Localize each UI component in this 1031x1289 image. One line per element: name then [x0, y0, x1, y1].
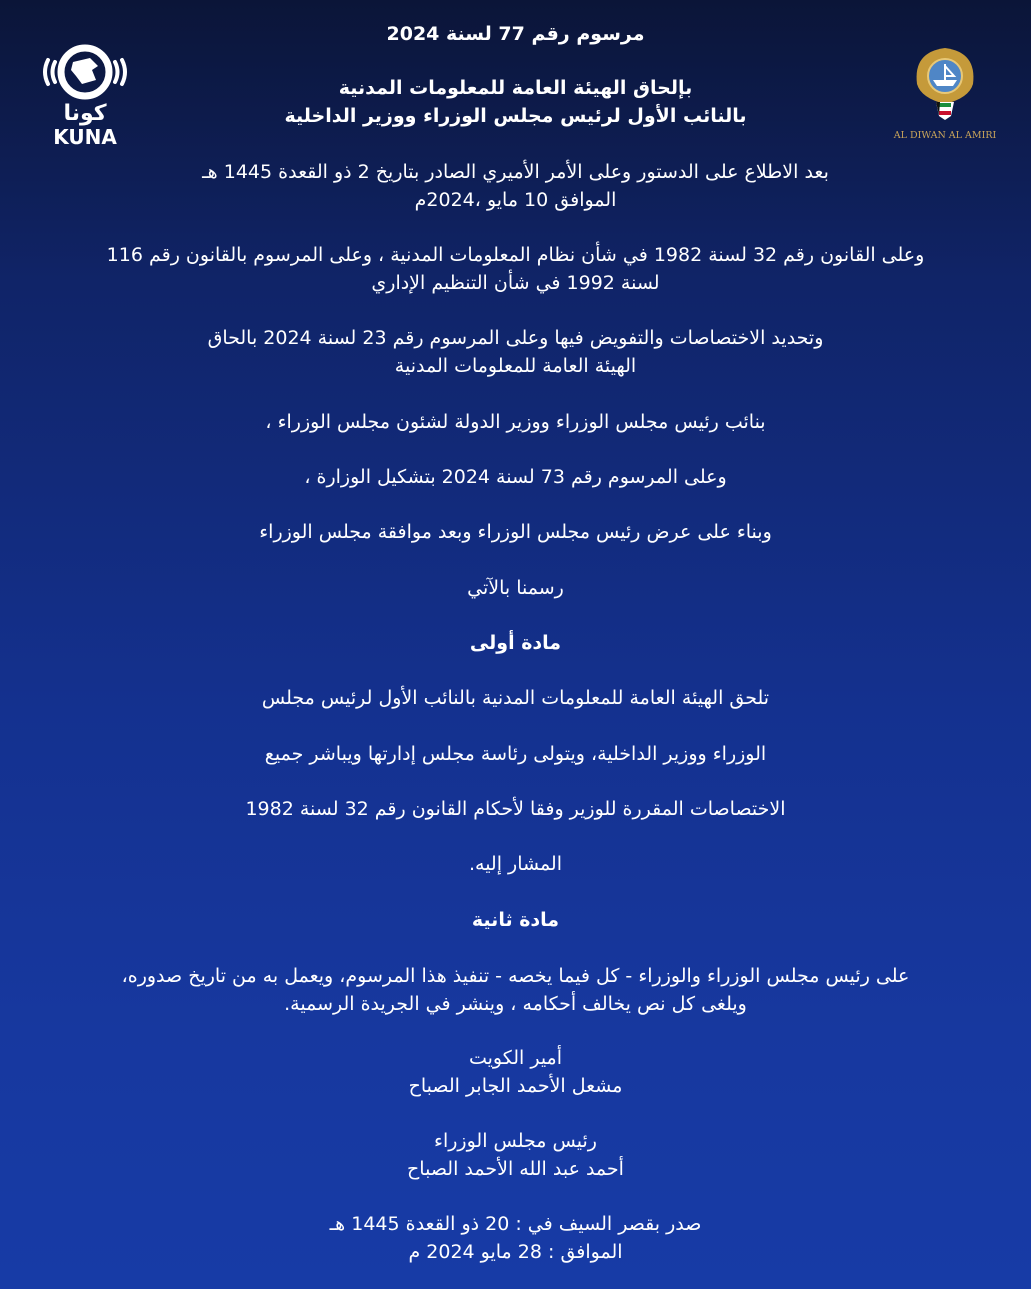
article-1-line1: تلحق الهيئة العامة للمعلومات المدنية بالنائب الأول لرئيس مجلس — [261, 687, 770, 709]
preamble-council-approval: وبناء على عرض رئيس مجلس الوزراء وبعد موافقة مجلس الوزراء — [259, 521, 772, 543]
emir-title: أمير الكويت — [468, 1047, 563, 1069]
kuna-latin-text: KUNA — [53, 125, 117, 149]
diwan-latin-text: AL DIWAN AL AMIRI — [893, 130, 997, 141]
article-2-line2: ويلغى كل نص يخالف أحكامه ، وينشر في الجريدة الرسمية. — [284, 993, 747, 1015]
issued-date-gregorian: الموافق : 28 مايو 2024 م — [408, 1241, 623, 1263]
article-1-line3: الاختصاصات المقررة للوزير وفقا لأحكام القانون رقم 32 لسنة 1982 — [245, 798, 786, 820]
article-2-line1: على رئيس مجلس الوزراء والوزراء - كل فيما يخصه - تنفيذ هذا المرسوم، ويعمل به من تاريخ صدوره، — [121, 965, 910, 987]
decree-title: مرسوم رقم 77 لسنة 2024 — [386, 23, 645, 45]
article-1-line4: المشار إليه. — [468, 853, 563, 875]
emir-name: مشعل الأحمد الجابر الصباح — [408, 1075, 623, 1097]
preamble-law32-line2: لسنة 1992 في شأن التنظيم الإداري — [371, 272, 660, 294]
article-1-heading: مادة أولى — [469, 632, 562, 654]
preamble-deputy-pm: بنائب رئيس مجلس الوزراء ووزير الدولة لشئون مجلس الوزراء ، — [265, 411, 766, 433]
article-1-line2: الوزراء ووزير الداخلية، ويتولى رئاسة مجلس إدارتها ويباشر جميع — [264, 743, 767, 765]
decreed-statement: رسمنا بالآتي — [467, 577, 564, 599]
kuna-arabic-text: كونا — [63, 101, 107, 126]
decree-subject-line1: بإلحاق الهيئة العامة للمعلومات المدنية — [338, 77, 693, 99]
prime-minister-title: رئيس مجلس الوزراء — [434, 1130, 597, 1152]
prime-minister-name: أحمد عبد الله الأحمد الصباح — [407, 1158, 624, 1180]
issued-date-hijri: صدر بقصر السيف في : 20 ذو القعدة 1445 هـ — [329, 1213, 702, 1235]
preamble-decree23-line2: الهيئة العامة للمعلومات المدنية — [394, 355, 637, 377]
preamble-decree73: وعلى المرسوم رقم 73 لسنة 2024 بتشكيل الوزارة ، — [304, 466, 727, 488]
preamble-decree23-line1: وتحديد الاختصاصات والتفويض فيها وعلى المرسوم رقم 23 لسنة 2024 بالحاق — [207, 327, 824, 349]
preamble-constitution-line2: الموافق 10 مايو ،2024م — [414, 189, 617, 211]
preamble-constitution-line1: بعد الاطلاع على الدستور وعلى الأمر الأميري الصادر بتاريخ 2 ذو القعدة 1445 هـ — [202, 161, 829, 183]
preamble-law32-line1: وعلى القانون رقم 32 لسنة 1982 في شأن نظام المعلومات المدنية ، وعلى المرسوم بالقانون رقم 116 — [106, 244, 925, 266]
decree-subject-line2: بالنائب الأول لرئيس مجلس الوزراء ووزير الداخلية — [284, 105, 747, 127]
article-2-heading: مادة ثانية — [471, 909, 560, 931]
